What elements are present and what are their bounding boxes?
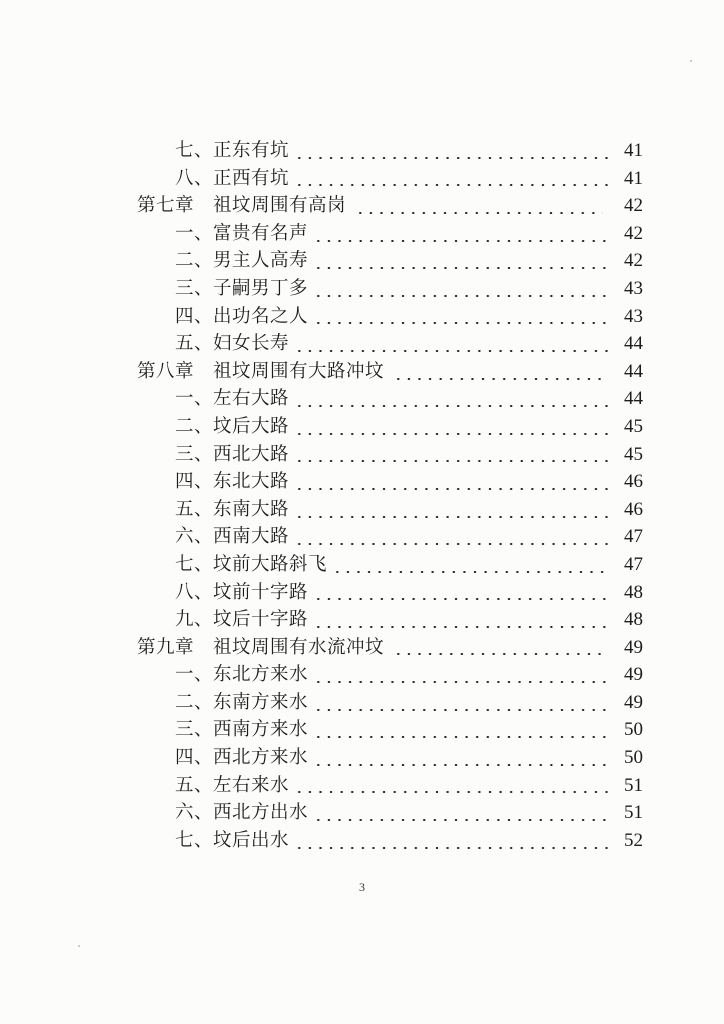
toc-entry-title: 一、左右大路 [175,388,290,410]
dot-leader [332,571,609,573]
toc-entry[interactable] [0,661,724,689]
toc-entry-title: 五、妇女长寿 [175,333,290,355]
toc-entry[interactable] [0,523,724,551]
toc-entry[interactable] [0,275,724,303]
toc-entry-page: 45 [624,415,643,437]
toc-entry-title: 四、东北大路 [175,471,290,493]
toc-entry[interactable] [0,689,724,717]
toc-entry[interactable] [0,716,724,744]
toc-entry-title: 六、西北方出水 [175,802,309,824]
toc-entry-title: 四、出功名之人 [175,305,309,327]
toc-entry-page: 47 [624,526,643,548]
toc-entry-page: 51 [624,774,643,796]
dot-leader [313,681,609,683]
toc-entry-title: 九、坟后十字路 [175,609,309,631]
dot-leader [294,460,609,462]
toc-chapter-entry[interactable] [0,634,724,662]
toc-entry-title: 三、西南方来水 [175,719,309,741]
toc-entry-page: 51 [624,802,643,824]
dot-leader [294,516,609,518]
dot-leader [313,626,609,628]
toc-entry[interactable] [0,165,724,193]
page-number: 3 [359,880,365,894]
toc-entry-page: 42 [624,222,643,244]
toc-entry-page: 48 [624,581,643,603]
dot-leader [294,847,609,849]
toc-chapter-entry[interactable] [0,192,724,220]
dot-leader [393,378,603,380]
toc-chapter-title: 第九章 祖坟周围有水流冲坟 [137,636,385,658]
toc-entry-title: 五、东南大路 [175,498,290,520]
dot-leader [294,184,609,186]
dot-leader [313,709,609,711]
toc-entry-page: 43 [624,305,643,327]
toc-chapter-entry[interactable] [0,358,724,386]
dot-leader [355,212,603,214]
toc-entry[interactable] [0,247,724,275]
toc-entry-title: 一、富贵有名声 [175,222,309,244]
toc-entry-page: 44 [624,333,643,355]
dot-leader [313,240,609,242]
toc-entry-title: 七、坟后出水 [175,829,290,851]
toc-entry-page: 41 [624,167,643,189]
toc-entry-page: 49 [624,664,643,686]
toc-entry-page: 41 [624,140,643,161]
dot-leader [313,267,609,269]
scan-speck [78,945,80,947]
toc-entry[interactable] [0,413,724,441]
toc-entry-title: 三、子嗣男丁多 [175,277,309,299]
toc-entry-page: 50 [624,719,643,741]
toc-entry-page: 44 [624,360,643,382]
toc-entry-title: 三、西北大路 [175,443,290,465]
dot-leader [294,488,609,490]
dot-leader [294,405,609,407]
toc-entry-title: 二、坟后大路 [175,415,290,437]
toc-entry-page: 47 [624,553,643,575]
table-of-contents [0,137,724,854]
toc-entry-title: 七、坟前大路斜飞 [175,553,328,575]
dot-leader [294,791,609,793]
dot-leader [313,736,609,738]
toc-entry-title: 二、男主人高寿 [175,250,309,272]
dot-leader [294,433,609,435]
toc-chapter-title: 第八章 祖坟周围有大路冲坟 [137,360,385,382]
toc-entry[interactable] [0,330,724,358]
toc-entry[interactable] [0,303,724,331]
toc-entry[interactable] [0,220,724,248]
toc-entry[interactable] [0,799,724,827]
toc-entry[interactable] [0,827,724,855]
toc-entry-page: 48 [624,609,643,631]
toc-entry[interactable] [0,579,724,607]
toc-entry-page: 44 [624,388,643,410]
toc-entry-title: 一、东北方来水 [175,664,309,686]
toc-entry-page: 49 [624,636,643,658]
dot-leader [313,322,609,324]
toc-chapter-title: 第七章 祖坟周围有高岗 [137,195,347,217]
toc-entry[interactable] [0,606,724,634]
toc-entry[interactable] [0,441,724,469]
toc-entry-page: 46 [624,471,643,493]
toc-entry[interactable] [0,551,724,579]
dot-leader [313,819,609,821]
dot-leader [294,350,609,352]
dot-leader [294,543,609,545]
toc-entry[interactable] [0,496,724,524]
toc-entry-title: 八、坟前十字路 [175,581,309,603]
dot-leader [393,653,603,655]
dot-leader [313,764,609,766]
toc-entry-page: 52 [624,829,643,851]
toc-entry-page: 49 [624,691,643,713]
toc-entry-title: 四、西北方来水 [175,747,309,769]
toc-entry-page: 42 [624,250,643,272]
toc-entry-page: 45 [624,443,643,465]
toc-entry-title: 五、左右来水 [175,774,290,796]
toc-entry[interactable] [0,744,724,772]
toc-entry-page: 42 [624,195,643,217]
toc-entry[interactable] [0,137,724,165]
toc-entry[interactable] [0,385,724,413]
toc-entry-page: 46 [624,498,643,520]
toc-entry[interactable] [0,772,724,800]
dot-leader [313,295,609,297]
dot-leader [294,157,609,159]
toc-entry-title: 八、正西有坑 [175,167,290,189]
toc-entry-page: 50 [624,747,643,769]
dot-leader [313,598,609,600]
toc-entry-page: 43 [624,277,643,299]
toc-entry-title: 六、西南大路 [175,526,290,548]
scan-speck [690,60,692,62]
toc-entry-title: 二、东南方来水 [175,691,309,713]
toc-entry-title: 七、正东有坑 [175,140,290,161]
toc-entry[interactable] [0,468,724,496]
